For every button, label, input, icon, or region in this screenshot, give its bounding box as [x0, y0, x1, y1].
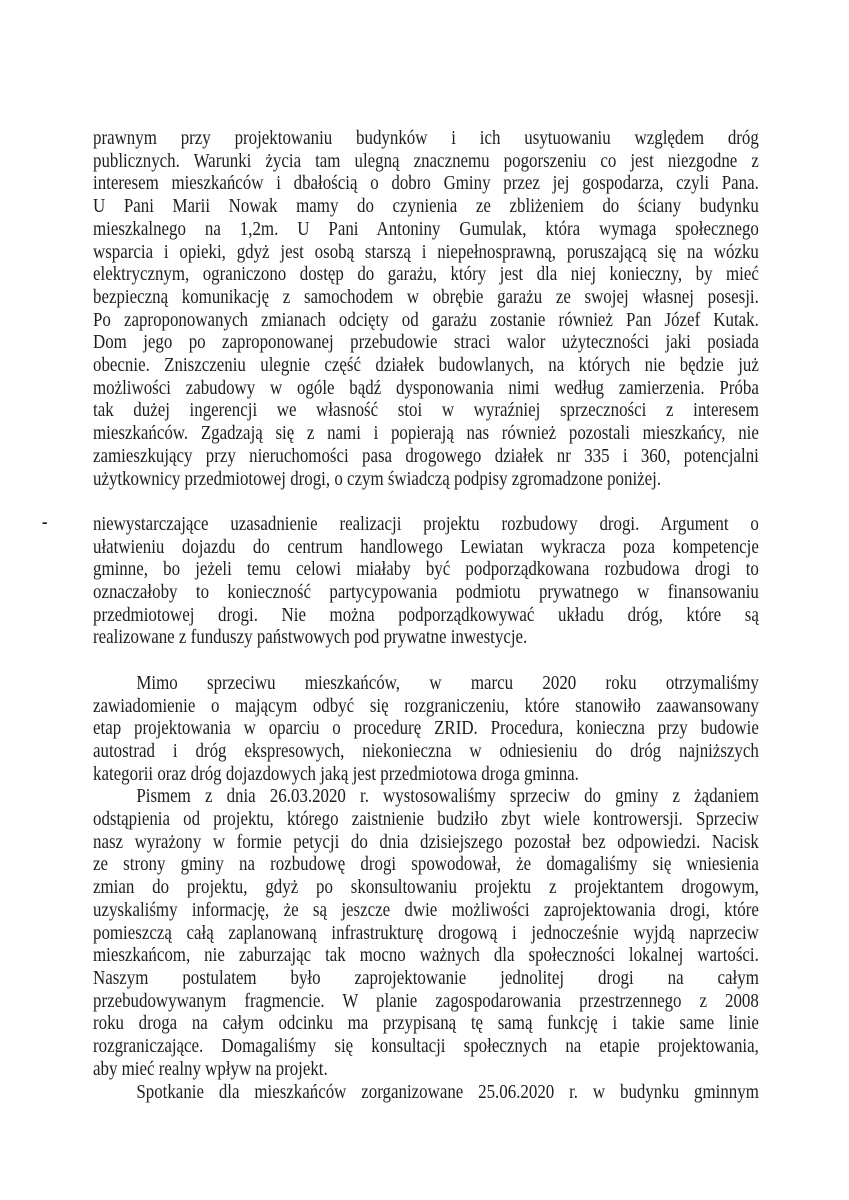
- text-line: publicznych. Warunki życia tam ulegną znacznemu pogorszeniu co jest niezgodne z: [93, 150, 759, 172]
- text-line: kategorii oraz dróg dojazdowych jaką jest przedmiotowa droga gminna.: [93, 763, 579, 785]
- text-line: niewystarczające uzasadnienie realizacji projektu rozbudowy drogi. Argument o: [93, 513, 759, 535]
- text-line: gminne, bo jeżeli temu celowi miałaby być podporządkowana rozbudowa drogi to: [93, 559, 759, 581]
- text-line: Po zaproponowanych zmianach odcięty od garażu zostanie również Pan Józef Kutak.: [93, 309, 759, 331]
- text-line: Dom jego po zaproponowanej przebudowie straci walor użyteczności jaki posiada: [93, 332, 759, 354]
- text-line: Naszym postulatem było zaprojektowanie jednolitej drogi na całym: [93, 967, 759, 989]
- text-line: mieszkalnego na 1,2m. U Pani Antoniny Gumulak, która wymaga społecznego: [93, 218, 759, 240]
- text-line: nasz wyrażony w formie petycji do dnia dzisiejszego pozostał bez odpowiedzi. Nacisk: [93, 831, 759, 853]
- paragraph-petition-objection: [93, 786, 759, 1081]
- text-line: przebudowywanym fragmencie. W planie zagospodarowania przestrzennego z 2008: [93, 990, 759, 1012]
- text-line: możliwości zabudowy w ogóle bądź dysponowania nimi według zamierzenia. Próba: [93, 377, 759, 399]
- text-line: zmian do projektu, gdyż po skonsultowaniu projektu z projektantem drogowym,: [93, 877, 759, 899]
- blank-line: [93, 491, 759, 514]
- text-line: ze strony gminy na rozbudowę drogi spowodował, że domagaliśmy się wniesienia: [93, 854, 759, 876]
- text-line: Pismem z dnia 26.03.2020 r. wystosowaliśmy sprzeciw do gminy z żądaniem: [136, 786, 759, 808]
- text-line: zawiadomienie o mającym odbyć się rozgraniczeniu, które stanowiło zaawansowany: [93, 695, 759, 717]
- text-line: odstąpienia od projektu, którego zaistnienie budziło zbyt wiele kontrowersji. Sprzeciw: [93, 809, 759, 831]
- text-line: prawnym przy projektowaniu budynków i ich usytuowaniu względem dróg: [93, 128, 759, 149]
- text-line: interesem mieszkańców i dbałością o dobro Gminy przez jej gospodarza, czyli Pana.: [93, 173, 759, 195]
- text-line: zamieszkujący przy nieruchomości pasa drogowego działek nr 335 i 360, potencjalni: [93, 445, 759, 467]
- text-line: mieszkańcom, nie zaburzając tak mocno ważnych dla społeczności lokalnej wartości.: [93, 945, 759, 967]
- text-line: oznaczałoby to konieczność partycypowania podmiotu prywatnego w finansowaniu: [93, 582, 759, 604]
- text-line: realizowane z funduszy państwowych pod prywatne inwestycje.: [93, 627, 528, 649]
- text-line: Mimo sprzeciwu mieszkańców, w marcu 2020 roku otrzymaliśmy: [136, 672, 759, 694]
- text-line: aby mieć realny wpływ na projekt.: [93, 1058, 328, 1080]
- bullet-dash-marker: -: [41, 511, 48, 533]
- text-line: obecnie. Zniszczeniu ulegnie część działek budowlanych, na których nie będzie już: [93, 355, 759, 377]
- text-line: mieszkańców. Zgadzają się z nami i popierają nas również pozostali mieszkańcy, nie: [93, 423, 759, 445]
- text-line: elektrycznym, ograniczono dostęp do garażu, który jest dla niej konieczny, by mieć: [93, 264, 759, 286]
- paragraph-march-2020-notice: [93, 673, 759, 787]
- text-line: Spotkanie dla mieszkańców zorganizowane 25.06.2020 r. w budynku gminnym: [136, 1081, 759, 1103]
- text-line: rozgraniczające. Domagaliśmy się konsultacji społecznych na etapie projektowania,: [93, 1036, 759, 1058]
- text-line: wsparcia i opieki, gdyż jest osobą starszą i niepełnosprawną, poruszającą się na wózku: [93, 241, 759, 263]
- document-body: [41, 128, 759, 1104]
- text-line: ułatwieniu dojazdu do centrum handlowego Lewiatan wykracza poza kompetencje: [93, 536, 759, 558]
- text-line: etap projektowania w oparciu o procedurę ZRID. Procedura, konieczna przy budowie: [93, 718, 759, 740]
- objection-bullet-item: [41, 511, 759, 650]
- paragraph-residents-meeting: [93, 1082, 759, 1105]
- text-line: roku droga na całym odcinku ma przypisaną tę samą funkcję i takie same linie: [93, 1013, 759, 1035]
- text-line: tak dużej ingerencji we własność stoi w wyraźniej sprzeczności z interesem: [93, 400, 759, 422]
- text-line: autostrad i dróg ekspresowych, niekonieczna w odniesieniu do dróg najniższych: [93, 740, 759, 762]
- text-line: bezpieczną komunikację z samochodem w obrębie garażu ze swojej własnej posesji.: [93, 286, 759, 308]
- body-paragraph-continuation: [93, 128, 759, 491]
- text-line: użytkownicy przedmiotowej drogi, o czym świadczą podpisy zgromadzone poniżej.: [93, 468, 662, 490]
- text-line: pomieszczą całą zaplanowaną infrastrukturę drogową i jednocześnie wyjdą naprzeciw: [93, 922, 759, 944]
- blank-line: [93, 650, 759, 673]
- text-line: uzyskaliśmy informację, że są jeszcze dwie możliwości zaprojektowania drogi, które: [93, 899, 759, 921]
- text-line: U Pani Marii Nowak mamy do czynienia ze zbliżeniem do ściany budynku: [93, 196, 759, 218]
- text-line: przedmiotowej drogi. Nie można podporządkowywać układu dróg, które są: [93, 604, 759, 626]
